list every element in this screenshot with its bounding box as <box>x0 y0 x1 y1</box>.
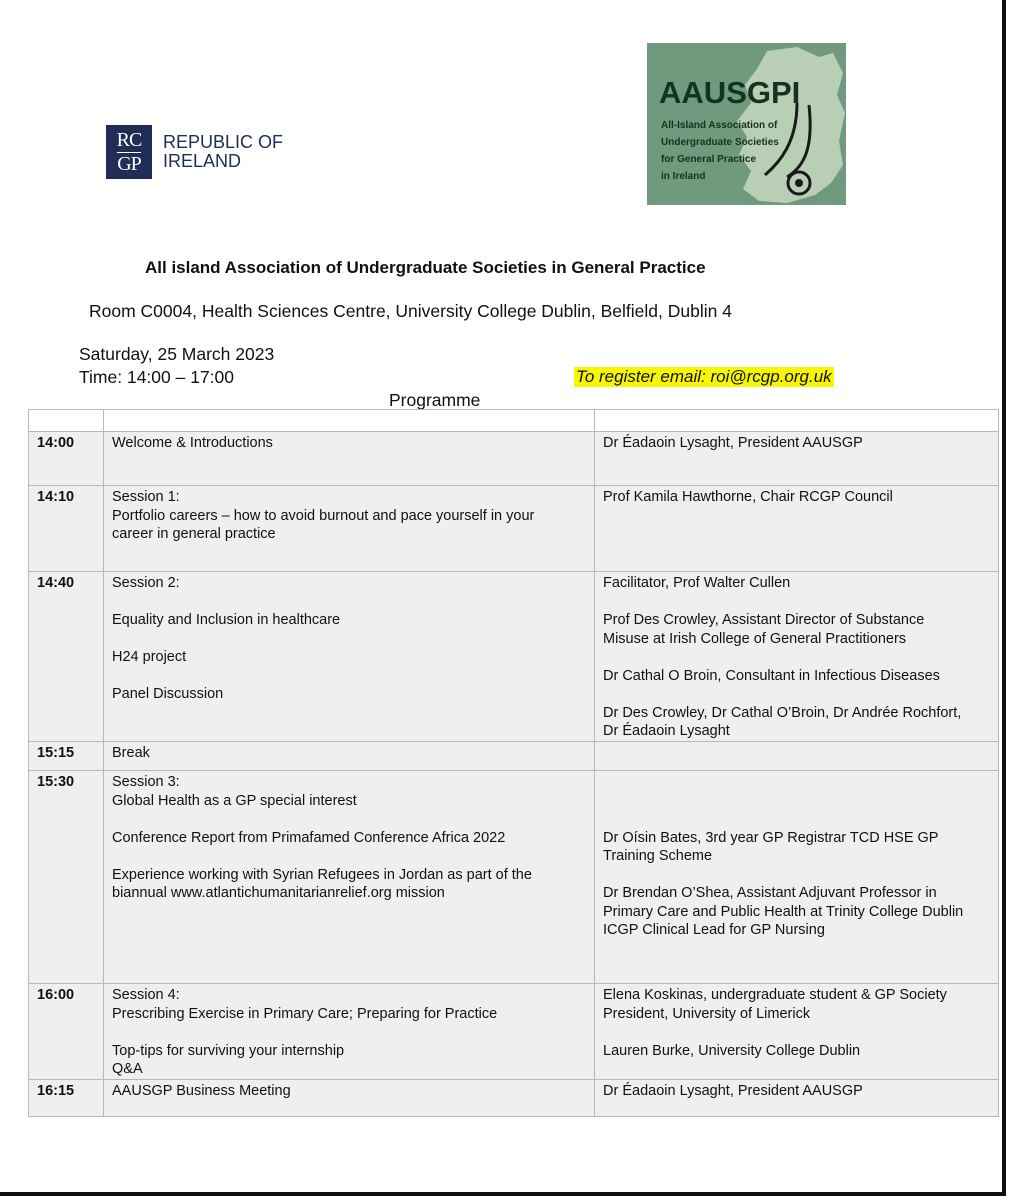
aausgpi-sub-line: for General Practice <box>661 154 757 165</box>
table-header-row <box>29 410 999 432</box>
activity-line <box>112 847 586 866</box>
activity-line: Q&A <box>112 1061 143 1077</box>
speaker-line <box>603 810 990 829</box>
row-activity <box>104 742 595 771</box>
rcgp-text-line2: IRELAND <box>163 151 242 171</box>
speaker-line <box>603 773 990 792</box>
event-time: Time: 14:00 – 17:00 <box>79 367 235 387</box>
activity-line: Experience working with Syrian Refugees in Jordan as part of the <box>112 866 532 883</box>
table-cell <box>104 410 595 432</box>
activity-line: Top-tips for surviving your internship <box>112 1042 345 1059</box>
activity-line <box>112 667 586 686</box>
row-activity <box>104 572 595 742</box>
row-speakers <box>595 771 999 984</box>
speaker-line: Dr Cathal O Broin, Consultant in Infectious Diseases <box>603 667 940 684</box>
activity-line: Global Health as a GP special interest <box>112 792 357 809</box>
speaker-line: Prof Kamila Hawthorne, Chair RCGP Council <box>603 489 893 505</box>
activity-line <box>112 810 586 829</box>
row-time: 14:10 <box>29 486 104 572</box>
speaker-line: Facilitator, Prof Walter Cullen <box>603 575 791 591</box>
aausgpi-subtitle <box>661 117 779 185</box>
speaker-line: Prof Des Crowley, Assistant Director of Substance <box>603 612 925 628</box>
table-cell <box>29 410 104 432</box>
aausgpi-sub-line: Undergraduate Societies <box>661 137 779 148</box>
row-speakers <box>595 572 999 742</box>
row-activity <box>104 486 595 572</box>
row-time: 15:30 <box>29 771 104 984</box>
speaker-line: Dr Des Crowley, Dr Cathal O’Broin, Dr Andrée Rochfort, <box>603 704 962 721</box>
rcgp-mark-top: RC <box>116 129 142 151</box>
activity-line: H24 project <box>112 649 187 665</box>
aausgpi-sub-line: in Ireland <box>661 171 706 182</box>
activity-line: biannual www.atlantichumanitarianrelief.org mission <box>112 885 445 901</box>
programme-label: Programme <box>389 390 481 410</box>
speaker-line: Dr Oísin Bates, 3rd year GP Registrar TCD HSE GP <box>603 829 939 846</box>
activity-line: Prescribing Exercise in Primary Care; Preparing for Practice <box>112 1005 498 1022</box>
speaker-line <box>603 792 990 811</box>
activity-line: AAUSGP Business Meeting <box>112 1082 291 1099</box>
speaker-line: Dr Éadaoin Lysaght, President AAUSGP <box>603 1082 863 1099</box>
activity-line: career in general practice <box>112 526 276 542</box>
activity-line: Portfolio careers – how to avoid burnout and pace yourself in your <box>112 507 535 524</box>
row-speakers <box>595 1079 999 1116</box>
table-row <box>29 742 999 771</box>
speaker-line: Lauren Burke, University College Dublin <box>603 1042 861 1059</box>
row-speakers <box>595 742 999 771</box>
activity-line <box>112 593 586 612</box>
row-activity <box>104 1079 595 1116</box>
event-date: Saturday, 25 March 2023 <box>79 344 275 364</box>
activity-line <box>112 630 586 649</box>
aausgpi-logo <box>647 43 846 205</box>
row-speakers <box>595 432 999 486</box>
rcgp-logo-text <box>163 133 283 171</box>
programme-table <box>28 409 999 1117</box>
speaker-line <box>603 648 990 667</box>
row-activity <box>104 984 595 1080</box>
activity-line: Session 4: <box>112 987 180 1003</box>
speaker-line: Dr Brendan O’Shea, Assistant Adjuvant Professor in <box>603 885 937 901</box>
speaker-line: President, University of Limerick <box>603 1005 811 1022</box>
event-title: All island Association of Undergraduate Societies in General Practice <box>145 258 706 277</box>
table-row <box>29 1079 999 1116</box>
rcgp-mark-bottom: GP <box>117 153 141 175</box>
activity-line: Panel Discussion <box>112 686 224 702</box>
table-row <box>29 572 999 742</box>
table-row <box>29 486 999 572</box>
activity-line: Session 3: <box>112 774 180 790</box>
speaker-line: ICGP Clinical Lead for GP Nursing <box>603 922 825 938</box>
row-time: 15:15 <box>29 742 104 771</box>
speaker-line: Elena Koskinas, undergraduate student & GP Society <box>603 987 947 1003</box>
row-time: 16:00 <box>29 984 104 1080</box>
row-time: 14:40 <box>29 572 104 742</box>
row-speakers <box>595 486 999 572</box>
speaker-line <box>603 866 990 885</box>
speaker-line: Training Scheme <box>603 848 713 864</box>
row-time: 16:15 <box>29 1079 104 1116</box>
speaker-line: Dr Éadaoin Lysaght <box>603 723 730 739</box>
row-speakers <box>595 984 999 1080</box>
activity-line <box>112 1023 586 1042</box>
table-cell <box>595 410 999 432</box>
speaker-line: Primary Care and Public Health at Trinity College Dublin <box>603 903 964 920</box>
row-activity <box>104 432 595 486</box>
row-time: 14:00 <box>29 432 104 486</box>
table-row <box>29 432 999 486</box>
activity-line: Conference Report from Primafamed Conference Africa 2022 <box>112 829 506 846</box>
rcgp-text-line1: REPUBLIC OF <box>163 132 284 152</box>
activity-line: Equality and Inclusion in healthcare <box>112 612 341 628</box>
activity-line: Session 1: <box>112 489 180 505</box>
speaker-line: Misuse at Irish College of General Practitioners <box>603 630 907 647</box>
speaker-line: Dr Éadaoin Lysaght, President AAUSGP <box>603 435 863 451</box>
rcgp-logo <box>106 125 283 179</box>
activity-line: Welcome & Introductions <box>112 435 273 451</box>
activity-line: Break <box>112 745 150 761</box>
aausgpi-sub-line: All-Island Association of <box>661 120 778 131</box>
speaker-line <box>603 685 990 704</box>
register-email[interactable]: To register email: roi@rcgp.org.uk <box>576 367 832 386</box>
speaker-line <box>603 593 990 612</box>
aausgpi-title: AAUSGPI <box>659 75 801 110</box>
table-row <box>29 984 999 1080</box>
speaker-line <box>603 1023 990 1042</box>
rcgp-logo-mark <box>106 125 152 179</box>
row-activity <box>104 771 595 984</box>
activity-line: Session 2: <box>112 575 180 591</box>
event-venue: Room C0004, Health Sciences Centre, University College Dublin, Belfield, Dublin 4 <box>89 301 732 321</box>
table-row <box>29 771 999 984</box>
